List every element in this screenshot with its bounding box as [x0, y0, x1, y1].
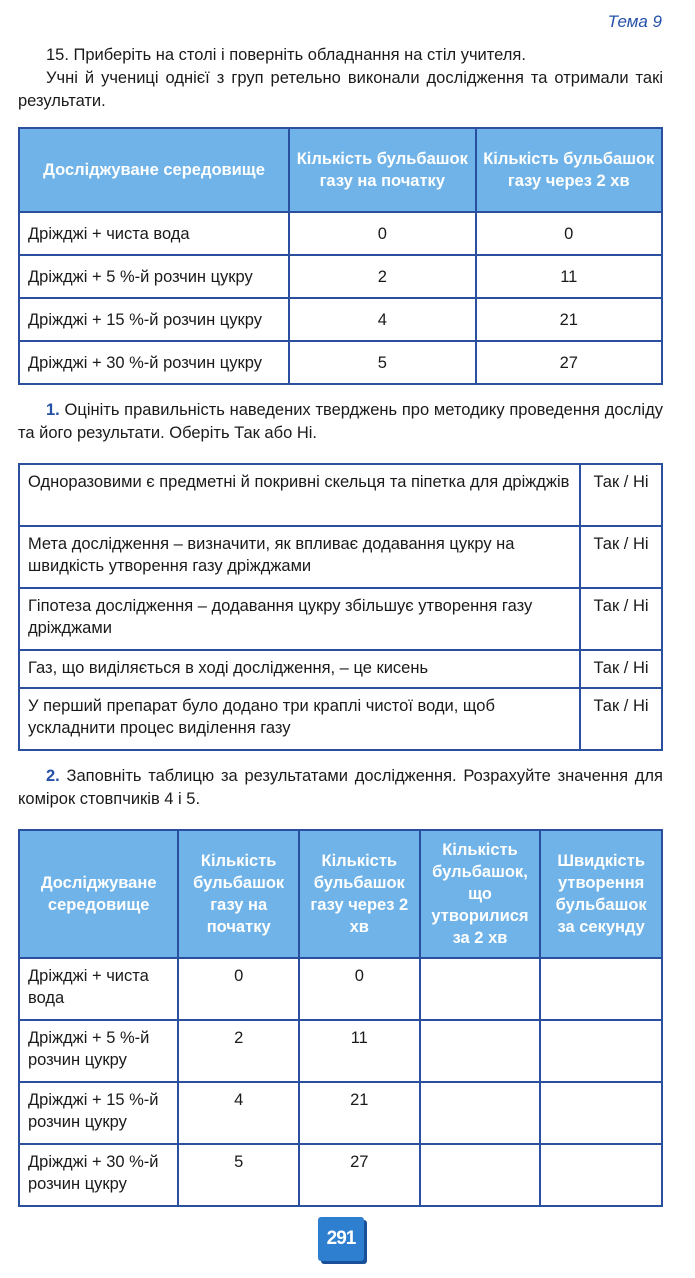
after-count-cell: 21	[299, 1082, 420, 1144]
start-count-cell: 0	[178, 958, 299, 1020]
medium-cell: Дріжджі + чиста вода	[19, 212, 289, 255]
results-text: Учні й учениці однієї з груп ретельно виконали дослідження та отримали такі результати.	[18, 69, 663, 110]
yes-no-choice[interactable]: Так / Ні	[580, 588, 662, 650]
column-header: Досліджуване середовище	[19, 830, 178, 958]
medium-cell: Дріжджі + 5 %-й розчин цукру	[19, 1020, 178, 1082]
table-row	[19, 588, 662, 650]
medium-cell: Дріжджі + 15 %-й розчин цукру	[19, 1082, 178, 1144]
formed-count-input[interactable]	[420, 1020, 541, 1082]
task-text: Оцініть правильність наведених тверджень про методику проведення досліду та його результати. Оберіть Так або Ні.	[18, 401, 663, 442]
medium-cell: Дріжджі + чиста вода	[19, 958, 178, 1020]
after-count-cell: 27	[299, 1144, 420, 1206]
table-row	[19, 958, 662, 1020]
table-row	[19, 526, 662, 588]
table-header-row	[19, 128, 662, 212]
column-header: Кількість бульбашок, що утворилися за 2 хв	[420, 830, 541, 958]
task-number: 2.	[46, 767, 60, 785]
medium-cell: Дріжджі + 5 %-й розчин цукру	[19, 255, 289, 298]
rate-input[interactable]	[540, 958, 662, 1020]
table-row	[19, 255, 662, 298]
start-count-cell: 0	[289, 212, 475, 255]
after-count-cell: 21	[476, 298, 662, 341]
statement-cell: Гіпотеза дослідження – додавання цукру збільшує утворення газу дріжджами	[19, 588, 580, 650]
table-header-row	[19, 830, 662, 958]
results-table	[18, 127, 663, 385]
yes-no-choice[interactable]: Так / Ні	[580, 464, 662, 526]
theme-label: Тема 9	[607, 12, 662, 31]
medium-cell: Дріжджі + 30 %-й розчин цукру	[19, 1144, 178, 1206]
intro-block	[18, 44, 663, 113]
after-count-cell: 0	[476, 212, 662, 255]
formed-count-input[interactable]	[420, 958, 541, 1020]
statement-cell: У перший препарат було додано три краплі чистої води, щоб ускладнити процес виділення газу	[19, 688, 580, 750]
task2-block	[18, 765, 663, 811]
table-row	[19, 1144, 662, 1206]
start-count-cell: 5	[289, 341, 475, 384]
column-header: Швидкість утворення бульбашок за секунду	[540, 830, 662, 958]
start-count-cell: 2	[178, 1020, 299, 1082]
column-header: Кількість бульбашок газу через 2 хв	[476, 128, 662, 212]
start-count-cell: 4	[289, 298, 475, 341]
table-row	[19, 464, 662, 526]
statement-cell: Газ, що виділяється в ході дослідження, – це кисень	[19, 650, 580, 688]
start-count-cell: 2	[289, 255, 475, 298]
page-number: 291	[318, 1217, 364, 1261]
yes-no-choice[interactable]: Так / Ні	[580, 526, 662, 588]
formed-count-input[interactable]	[420, 1144, 541, 1206]
column-header: Кількість бульбашок газу на початку	[178, 830, 299, 958]
task-text: Заповніть таблицю за результатами дослідження. Розрахуйте значення для комірок стовпчиків 4 і 5.	[18, 767, 663, 808]
table-row	[19, 1082, 662, 1144]
task1-block	[18, 399, 663, 445]
statement-cell: Мета дослідження – визначити, як впливає додавання цукру на швидкість утворення газу дріжджами	[19, 526, 580, 588]
start-count-cell: 5	[178, 1144, 299, 1206]
column-header: Кількість бульбашок газу на початку	[289, 128, 475, 212]
table-row	[19, 688, 662, 750]
column-header: Досліджуване середовище	[19, 128, 289, 212]
statements-table	[18, 463, 663, 751]
step-text: 15. Приберіть на столі і поверніть обладнання на стіл учителя.	[46, 46, 526, 64]
calculation-table	[18, 829, 663, 1207]
rate-input[interactable]	[540, 1144, 662, 1206]
after-count-cell: 11	[476, 255, 662, 298]
formed-count-input[interactable]	[420, 1082, 541, 1144]
after-count-cell: 27	[476, 341, 662, 384]
rate-input[interactable]	[540, 1082, 662, 1144]
yes-no-choice[interactable]: Так / Ні	[580, 688, 662, 750]
start-count-cell: 4	[178, 1082, 299, 1144]
table-row	[19, 1020, 662, 1082]
table-row	[19, 298, 662, 341]
statement-cell: Одноразовими є предметні й покривні скельця та піпетка для дріжджів	[19, 464, 580, 526]
table-row	[19, 341, 662, 384]
task-number: 1.	[46, 401, 60, 419]
medium-cell: Дріжджі + 30 %-й розчин цукру	[19, 341, 289, 384]
medium-cell: Дріжджі + 15 %-й розчин цукру	[19, 298, 289, 341]
after-count-cell: 0	[299, 958, 420, 1020]
after-count-cell: 11	[299, 1020, 420, 1082]
column-header: Кількість бульбашок газу через 2 хв	[299, 830, 420, 958]
yes-no-choice[interactable]: Так / Ні	[580, 650, 662, 688]
rate-input[interactable]	[540, 1020, 662, 1082]
table-row	[19, 212, 662, 255]
table-row	[19, 650, 662, 688]
